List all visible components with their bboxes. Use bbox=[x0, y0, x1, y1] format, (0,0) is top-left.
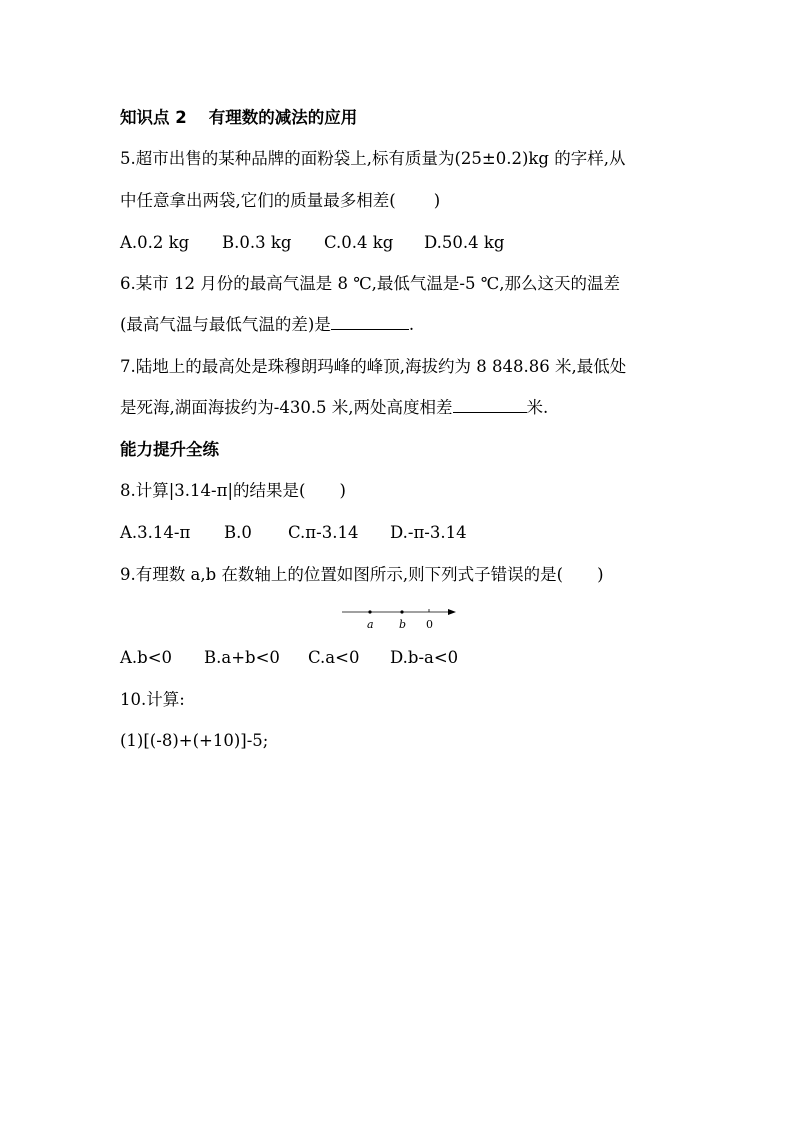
q7-line2 bbox=[120, 396, 548, 420]
q8-option-c[interactable]: C.π-3.14 bbox=[288, 523, 359, 542]
q7-answer-blank[interactable] bbox=[453, 396, 527, 413]
q8-stem bbox=[120, 479, 346, 503]
label-b: b bbox=[399, 618, 407, 631]
number-line-arrow bbox=[448, 609, 456, 615]
q6-line2 bbox=[120, 313, 414, 337]
q5-line1: 5.超市出售的某种品牌的面粉袋上,标有质量为(25±0.2)kg 的字样,从 bbox=[120, 149, 626, 168]
q6-stem-end: (最高气温与最低气温的差)是 bbox=[120, 315, 331, 334]
q5-paren-close: ) bbox=[433, 191, 441, 210]
q7-unit: 米. bbox=[526, 398, 549, 417]
point-a bbox=[368, 610, 371, 613]
q8-options bbox=[120, 521, 467, 545]
q5-option-a[interactable]: A.0.2 kg bbox=[120, 233, 190, 252]
q8-paren-close: ) bbox=[339, 481, 346, 500]
section-number: 知识点 2 bbox=[120, 108, 187, 127]
q8-option-a[interactable]: A.3.14-π bbox=[120, 523, 191, 542]
section-heading bbox=[120, 106, 357, 130]
q5-stem-end: 中任意拿出两袋,它们的质量最多相差( bbox=[120, 191, 396, 210]
number-line-figure bbox=[340, 604, 460, 634]
q9-stem bbox=[120, 563, 604, 587]
q10-stem: 10.计算: bbox=[120, 690, 185, 709]
q7-stem-end: 是死海,湖面海拔约为-430.5 米,两处高度相差 bbox=[120, 398, 453, 417]
q7-line1: 7.陆地上的最高处是珠穆朗玛峰的峰顶,海拔约为 8 848.86 米,最低处 bbox=[120, 357, 627, 376]
q5-option-d[interactable]: D.50.4 kg bbox=[424, 233, 505, 252]
q6-period: . bbox=[408, 315, 415, 334]
q9-option-c[interactable]: C.a<0 bbox=[308, 648, 360, 667]
q5-option-b[interactable]: B.0.3 kg bbox=[222, 233, 292, 252]
q5-options bbox=[120, 231, 504, 255]
q9-stem-text: 9.有理数 a,b 在数轴上的位置如图所示,则下列式子错误的是( bbox=[120, 565, 564, 584]
q8-stem-text: 8.计算|3.14-π|的结果是( bbox=[120, 481, 306, 500]
q9-paren-close: ) bbox=[597, 565, 604, 584]
label-a: a bbox=[367, 618, 374, 631]
q9-option-d[interactable]: D.b-a<0 bbox=[390, 648, 459, 667]
q5-option-c[interactable]: C.0.4 kg bbox=[324, 233, 394, 252]
label-zero: 0 bbox=[426, 618, 433, 631]
q6-answer-blank[interactable] bbox=[331, 313, 409, 330]
q6-line1: 6.某市 12 月份的最高气温是 8 ℃,最低气温是-5 ℃,那么这天的温差 bbox=[120, 274, 620, 293]
q5-line2 bbox=[120, 189, 440, 213]
practice-heading: 能力提升全练 bbox=[120, 440, 219, 459]
point-b bbox=[400, 610, 403, 613]
q9-option-a[interactable]: A.b<0 bbox=[120, 648, 173, 667]
q8-option-b[interactable]: B.0 bbox=[224, 523, 252, 542]
section-title: 有理数的减法的应用 bbox=[208, 108, 358, 127]
q10-part1: (1)[(-8)+(+10)]-5; bbox=[120, 731, 269, 750]
q8-option-d[interactable]: D.-π-3.14 bbox=[390, 523, 467, 542]
q9-options bbox=[120, 646, 458, 670]
q9-option-b[interactable]: B.a+b<0 bbox=[204, 648, 280, 667]
